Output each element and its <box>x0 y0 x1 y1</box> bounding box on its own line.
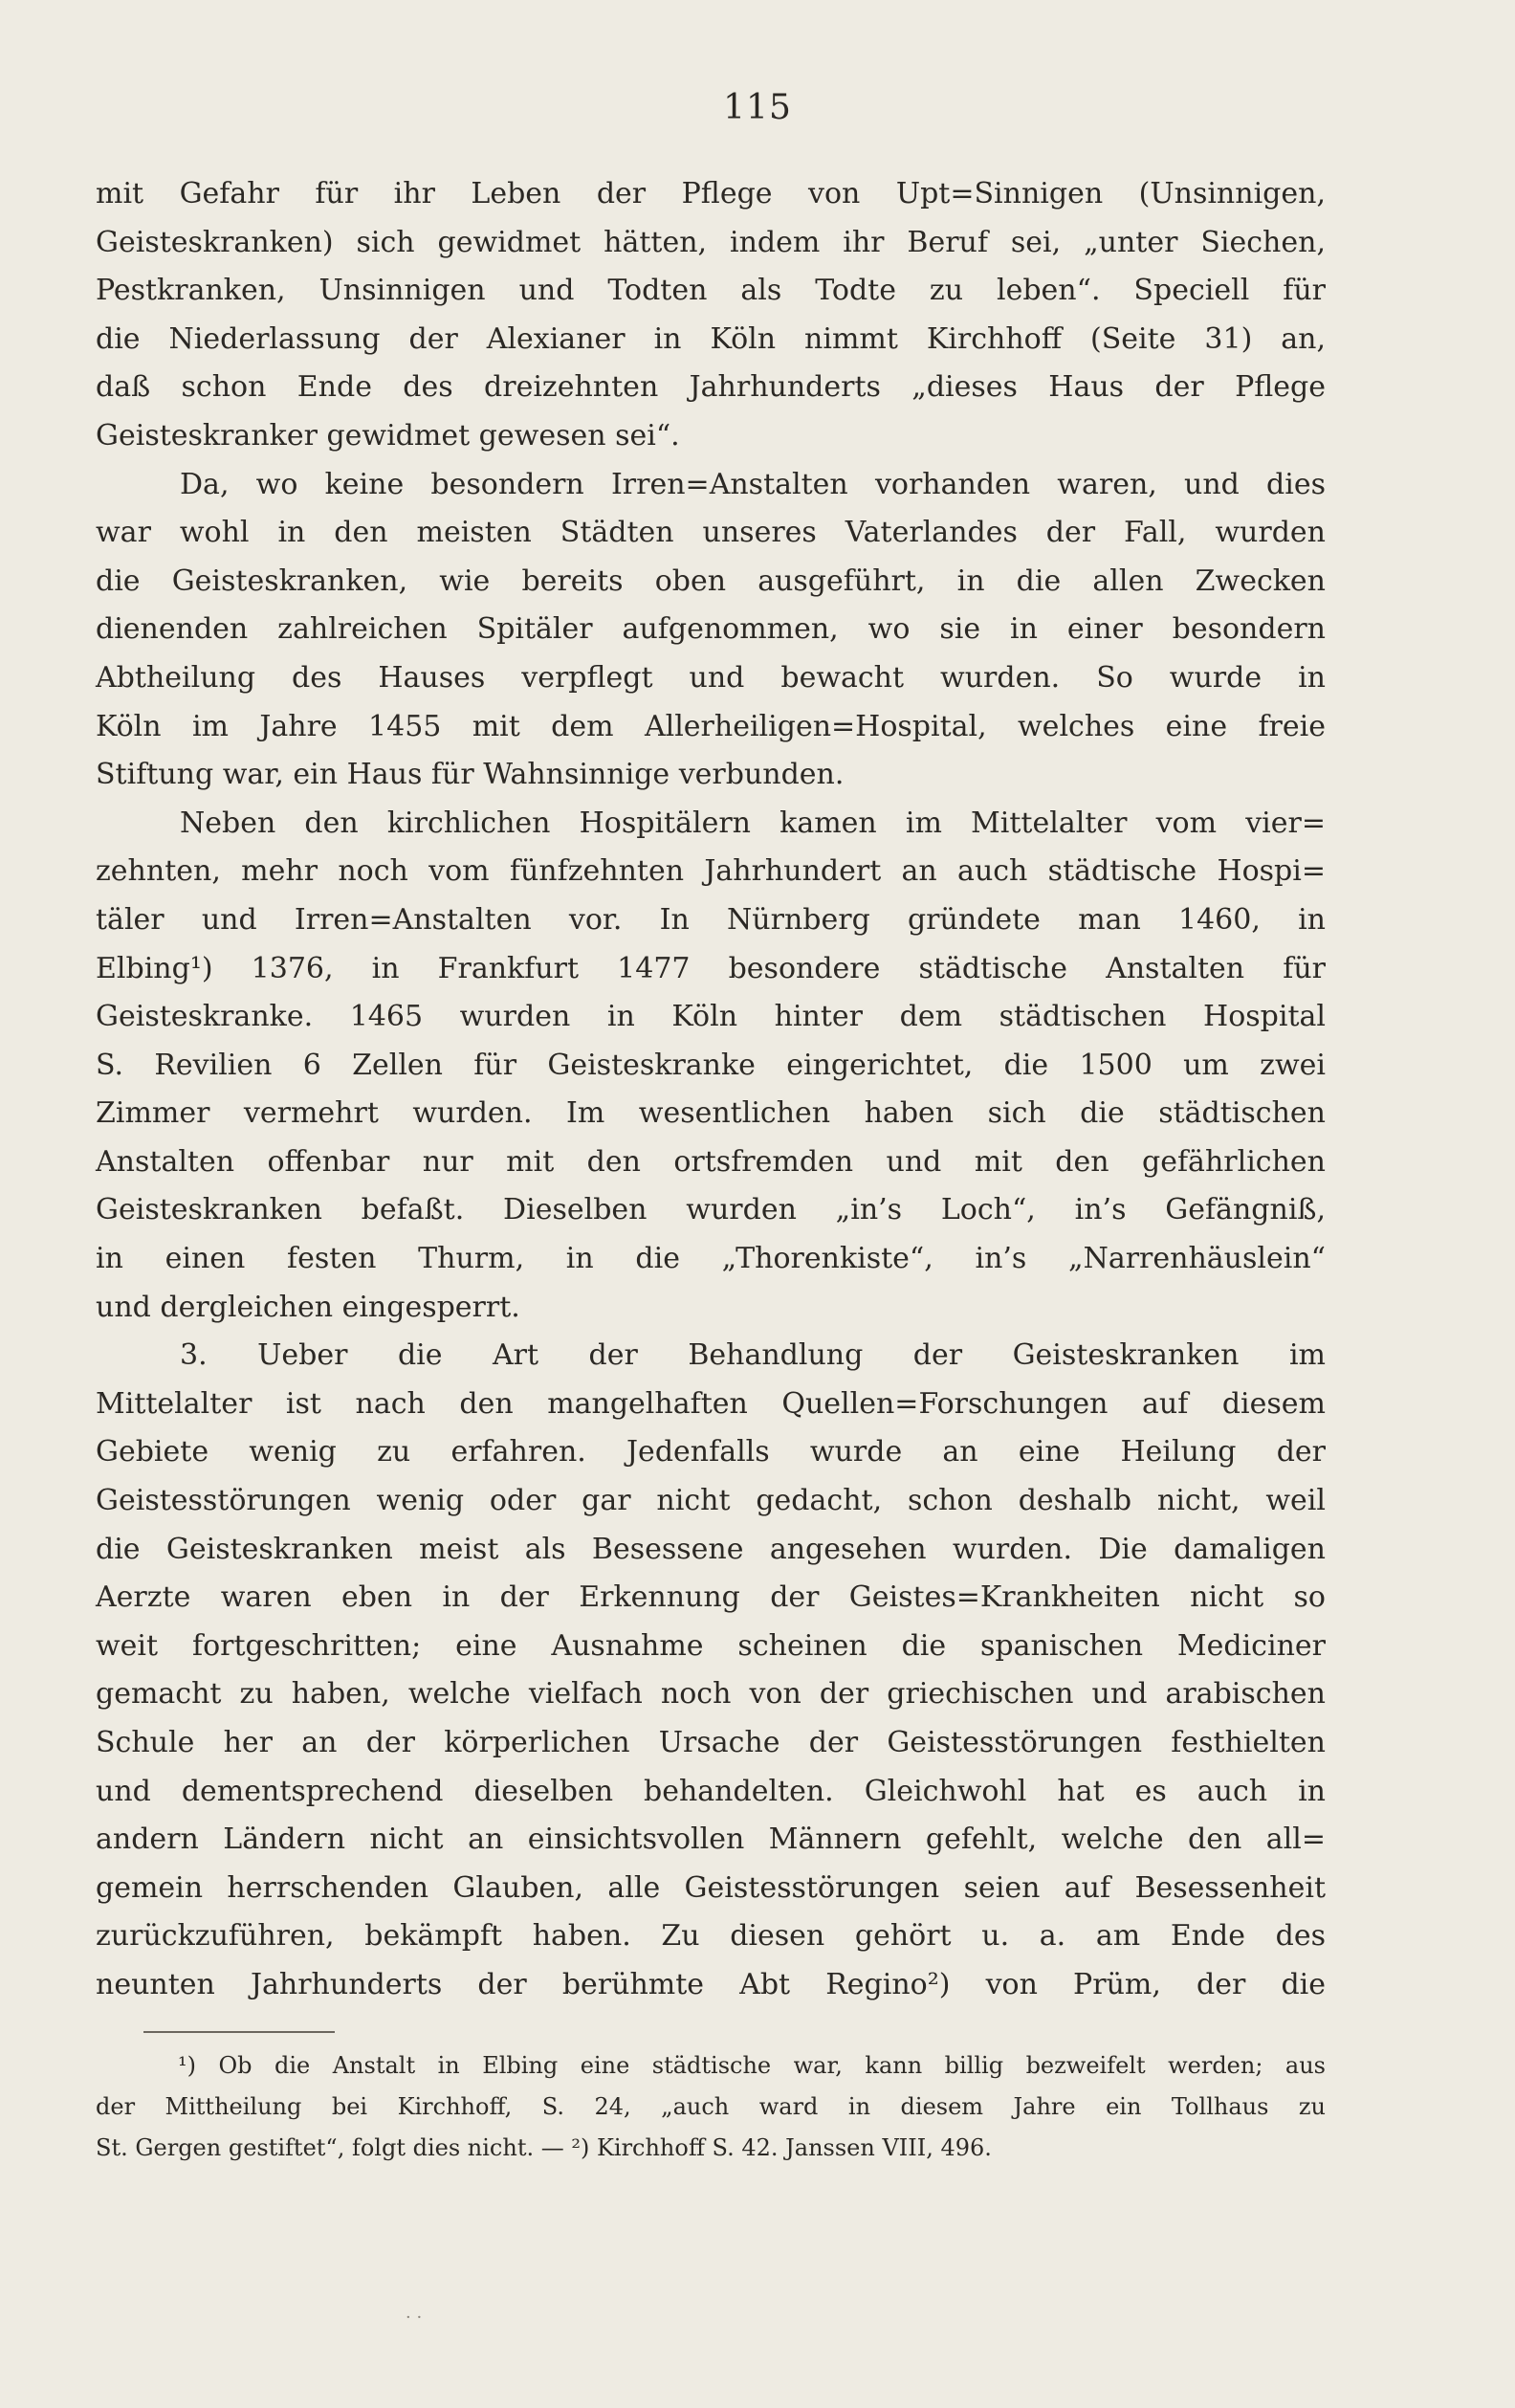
section-heading-line: 3. Ueber die Art der Behandlung der Geisteskranken im <box>180 1338 1326 1373</box>
body-text <box>96 170 1326 2010</box>
text-line: Elbing¹) 1376, in Frankfurt 1477 besondere städtische Anstalten für <box>96 951 1326 985</box>
text-line: die Geisteskranken meist als Besessene angesehen wurden. Die damaligen <box>96 1532 1326 1566</box>
footnotes <box>96 2045 1326 2169</box>
text-line: andern Ländern nicht an einsichtsvollen Männern gefehlt, welche den all= <box>96 1823 1326 1857</box>
text-line: täler und Irren=Anstalten vor. In Nürnberg gründete man 1460, in <box>96 902 1326 937</box>
text-line: Da, wo keine besondern Irren=Anstalten vorhanden waren, und dies <box>180 467 1326 501</box>
text-line: Geisteskranke. 1465 wurden in Köln hinter dem städtischen Hospital <box>96 1000 1326 1034</box>
footnote-line: der Mittheilung bei Kirchhoff, S. 24, „auch ward in diesem Jahre ein Tollhaus zu <box>96 2093 1326 2120</box>
text-line: weit fortgeschritten; eine Ausnahme scheinen die spanischen Mediciner <box>96 1628 1326 1663</box>
text-line: Pestkranken, Unsinnigen und Todten als Todte zu leben“. Speciell für <box>96 274 1326 308</box>
text-line: neunten Jahrhunderts der berühmte Abt Regino²) von Prüm, der die <box>96 1967 1326 2001</box>
text-line: Köln im Jahre 1455 mit dem Allerheiligen=Hospital, welches eine freie <box>96 709 1326 743</box>
footnote-line: ¹) Ob die Anstalt in Elbing eine städtische war, kann billig bezweifelt werden; aus <box>178 2052 1326 2079</box>
text-line: Neben den kirchlichen Hospitälern kamen im Mittelalter vom vier= <box>180 806 1326 840</box>
text-line: gemein herrschenden Glauben, alle Geistesstörungen seien auf Besessenheit <box>96 1870 1326 1905</box>
footnote-divider <box>143 2031 335 2033</box>
text-line: dienenden zahlreichen Spitäler aufgenommen, wo sie in einer besondern <box>96 612 1326 647</box>
text-line: Schule her an der körperlichen Ursache der Geistesstörungen festhielten <box>96 1726 1326 1759</box>
text-line: Stiftung war, ein Haus für Wahnsinnige verbunden. <box>96 758 845 792</box>
text-line: in einen festen Thurm, in die „Thorenkiste“, in’s „Narrenhäuslein“ <box>96 1242 1326 1276</box>
text-line: mit Gefahr für ihr Leben der Pflege von Upt=Sinnigen (Unsinnigen, <box>96 177 1326 210</box>
text-line: Mittelalter ist nach den mangelhaften Quellen=Forschungen auf diesem <box>96 1386 1326 1421</box>
footnote-line: St. Gergen gestiftet“, folgt dies nicht. — ²) Kirchhoff S. 42. Janssen VIII, 496. <box>96 2134 992 2161</box>
text-line: Anstalten offenbar nur mit den ortsfremden und mit den gefährlichen <box>96 1144 1326 1179</box>
text-line: die Geisteskranken, wie bereits oben ausgeführt, in die allen Zwecken <box>96 563 1326 598</box>
text-line: daß schon Ende des dreizehnten Jahrhunderts „dieses Haus der Pflege <box>96 370 1326 405</box>
text-line: Geisteskranken befaßt. Dieselben wurden „in’s Loch“, in’s Gefängniß, <box>96 1193 1326 1227</box>
text-line: Geisteskranken) sich gewidmet hätten, indem ihr Beruf sei, „unter Siechen, <box>96 225 1326 259</box>
text-line: und dementsprechend dieselben behandelten. Gleichwohl hat es auch in <box>96 1774 1326 1808</box>
text-line: war wohl in den meisten Städten unseres Vaterlandes der Fall, wurden <box>96 516 1326 550</box>
text-line: zurückzuführen, bekämpft haben. Zu diesen gehört u. a. am Ende des <box>96 1919 1326 1954</box>
text-line: Geisteskranker gewidmet gewesen sei“. <box>96 418 680 453</box>
text-line: und dergleichen eingesperrt. <box>96 1290 520 1324</box>
text-line: Geistesstörungen wenig oder gar nicht gedacht, schon deshalb nicht, weil <box>96 1484 1326 1518</box>
text-line: S. Revilien 6 Zellen für Geisteskranke eingerichtet, die 1500 um zwei <box>96 1048 1326 1082</box>
text-line: die Niederlassung der Alexianer in Köln nimmt Kirchhoff (Seite 31) an, <box>96 321 1326 356</box>
text-line: zehnten, mehr noch vom fünfzehnten Jahrhundert an auch städtische Hospi= <box>96 854 1326 889</box>
text-line: Gebiete wenig zu erfahren. Jedenfalls wurde an eine Heilung der <box>96 1435 1326 1469</box>
text-line: gemacht zu haben, welche vielfach noch von der griechischen und arabischen <box>96 1677 1326 1712</box>
text-line: Aerzte waren eben in der Erkennung der Geistes=Krankheiten nicht so <box>96 1580 1326 1615</box>
page-number: 115 <box>723 88 792 127</box>
text-line: Abtheilung des Hauses verpflegt und bewacht wurden. So wurde in <box>96 660 1326 695</box>
text-line: Zimmer vermehrt wurden. Im wesentlichen haben sich die städtischen <box>96 1096 1326 1131</box>
print-specks: · · <box>406 2308 423 2328</box>
